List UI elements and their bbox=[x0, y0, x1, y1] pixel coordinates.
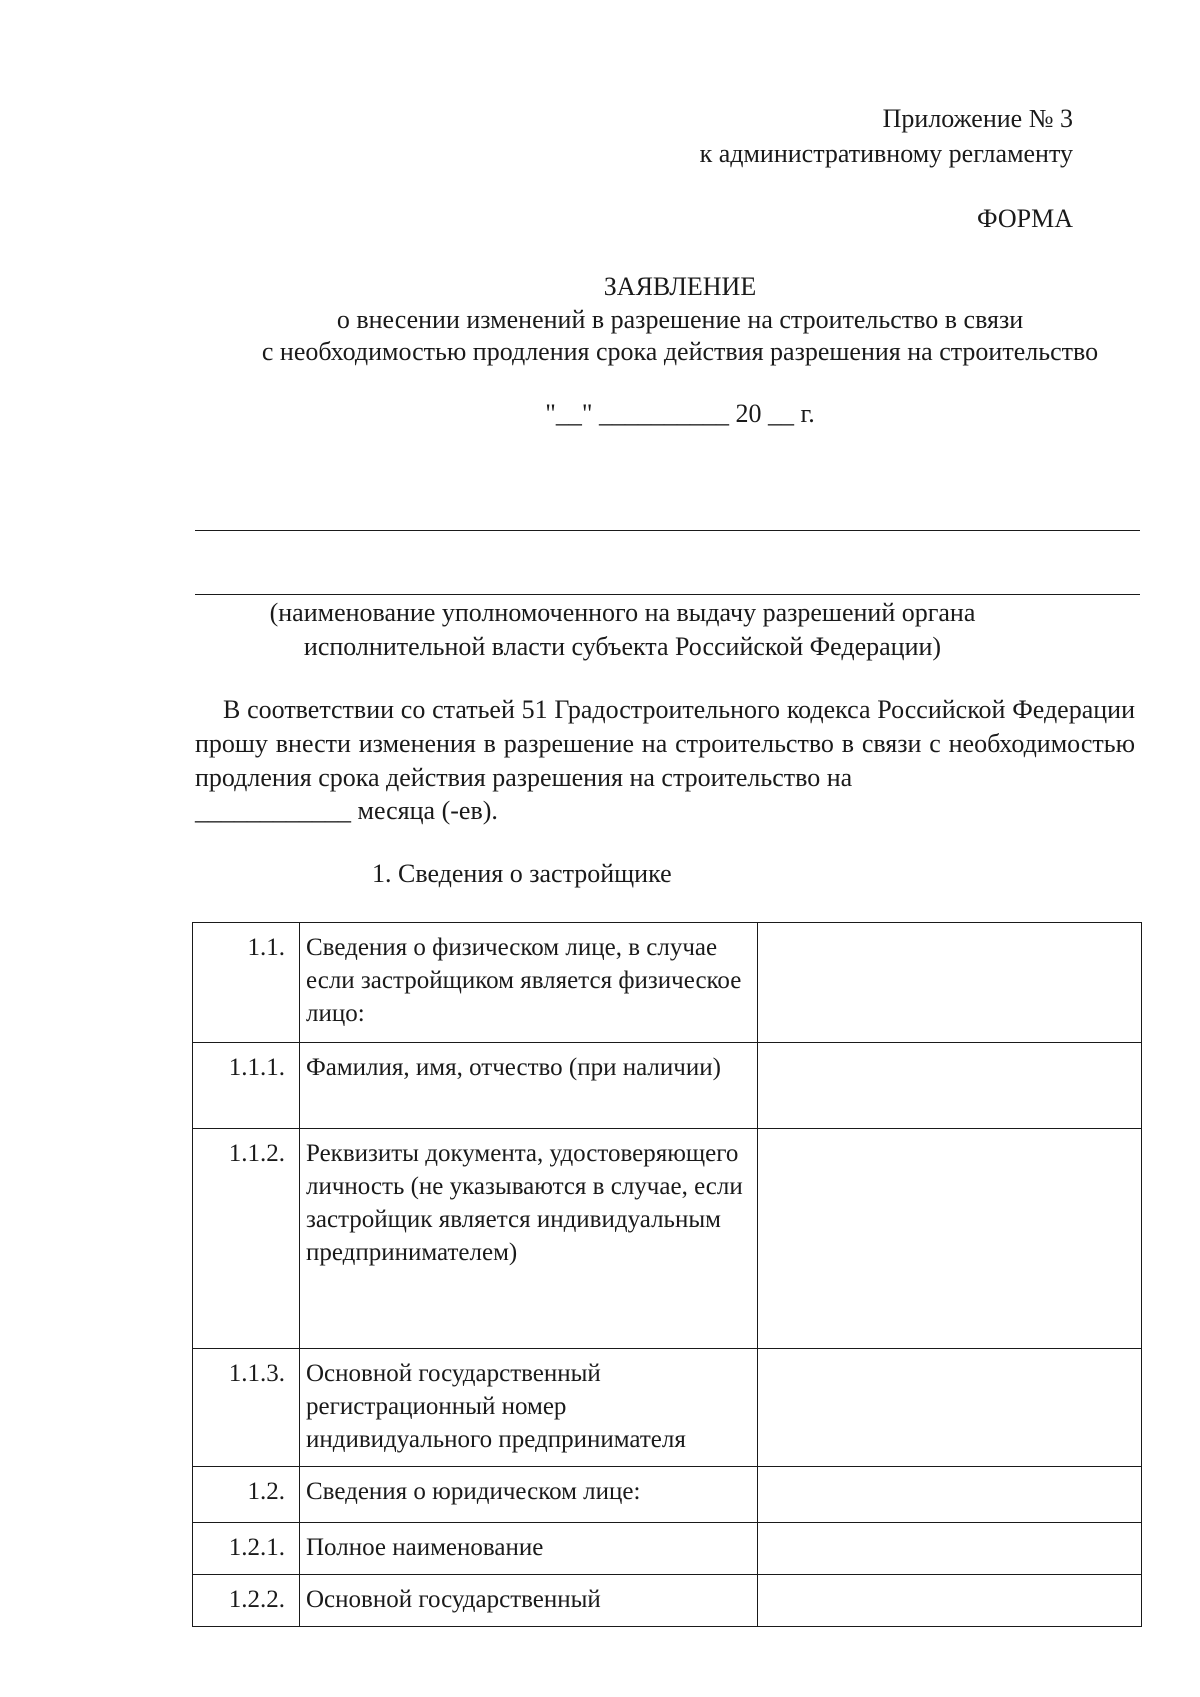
row-number: 1.1. bbox=[193, 923, 300, 1043]
row-value-cell[interactable] bbox=[758, 1043, 1142, 1129]
row-number: 1.1.1. bbox=[193, 1043, 300, 1129]
row-label: Основной государственный регистрационный номер индивидуального предпринимателя bbox=[300, 1349, 758, 1467]
form-label: ФОРМА bbox=[977, 204, 1073, 233]
row-value-cell[interactable] bbox=[758, 1349, 1142, 1467]
row-value-cell[interactable] bbox=[758, 923, 1142, 1043]
document-subtitle-line2: с необходимостью продления срока действия разрешения на строительство bbox=[261, 337, 1099, 366]
row-number: 1.1.2. bbox=[193, 1129, 300, 1349]
document-subtitle-line1: о внесении изменений в разрешение на строительство в связи bbox=[336, 305, 1024, 334]
row-value-cell[interactable] bbox=[758, 1523, 1142, 1575]
row-number: 1.2. bbox=[193, 1467, 300, 1523]
row-label: Реквизиты документа, удостоверяющего личность (не указываются в случае, если застройщик является индивидуальным предпринимателем) bbox=[300, 1129, 758, 1349]
row-number: 1.2.1. bbox=[193, 1523, 300, 1575]
row-label: Основной государственный bbox=[300, 1575, 758, 1627]
document-title: ЗАЯВЛЕНИЕ bbox=[603, 272, 757, 301]
date-field[interactable]: "__" __________ 20 __ г. bbox=[545, 399, 815, 428]
table-row bbox=[193, 1043, 1142, 1129]
row-number: 1.1.3. bbox=[193, 1349, 300, 1467]
table-row bbox=[193, 1349, 1142, 1467]
row-label: Фамилия, имя, отчество (при наличии) bbox=[300, 1043, 758, 1129]
row-value-cell[interactable] bbox=[758, 1575, 1142, 1627]
table-row bbox=[193, 1129, 1142, 1349]
row-label: Сведения о юридическом лице: bbox=[300, 1467, 758, 1523]
developer-info-table bbox=[192, 922, 1142, 1627]
table-row bbox=[193, 1467, 1142, 1523]
table-row bbox=[193, 1575, 1142, 1627]
annex-number: Приложение № 3 bbox=[882, 104, 1073, 133]
section-title: 1. Сведения о застройщике bbox=[372, 859, 672, 888]
authority-hint-line2: исполнительной власти субъекта Российской Федерации) bbox=[303, 632, 942, 661]
annex-reference: к административному регламенту bbox=[699, 139, 1073, 168]
authority-fill-line-1[interactable] bbox=[195, 530, 1140, 531]
authority-hint-line1: (наименование уполномоченного на выдачу разрешений органа bbox=[269, 598, 976, 627]
row-label: Сведения о физическом лице, в случае если застройщиком является физическое лицо: bbox=[300, 923, 758, 1043]
table-row bbox=[193, 923, 1142, 1043]
row-value-cell[interactable] bbox=[758, 1467, 1142, 1523]
authority-fill-line-2[interactable] bbox=[195, 594, 1140, 595]
row-value-cell[interactable] bbox=[758, 1129, 1142, 1349]
months-field[interactable]: ____________ месяца (-ев). bbox=[195, 796, 498, 825]
row-number: 1.2.2. bbox=[193, 1575, 300, 1627]
row-label: Полное наименование bbox=[300, 1523, 758, 1575]
table-row bbox=[193, 1523, 1142, 1575]
request-paragraph: В соответствии со статьей 51 Градостроительного кодекса Российской Федерации прошу внести изменения в разрешение на строительство в связи с необходимостью продления срока действия разрешения на строительство на bbox=[195, 695, 1135, 792]
